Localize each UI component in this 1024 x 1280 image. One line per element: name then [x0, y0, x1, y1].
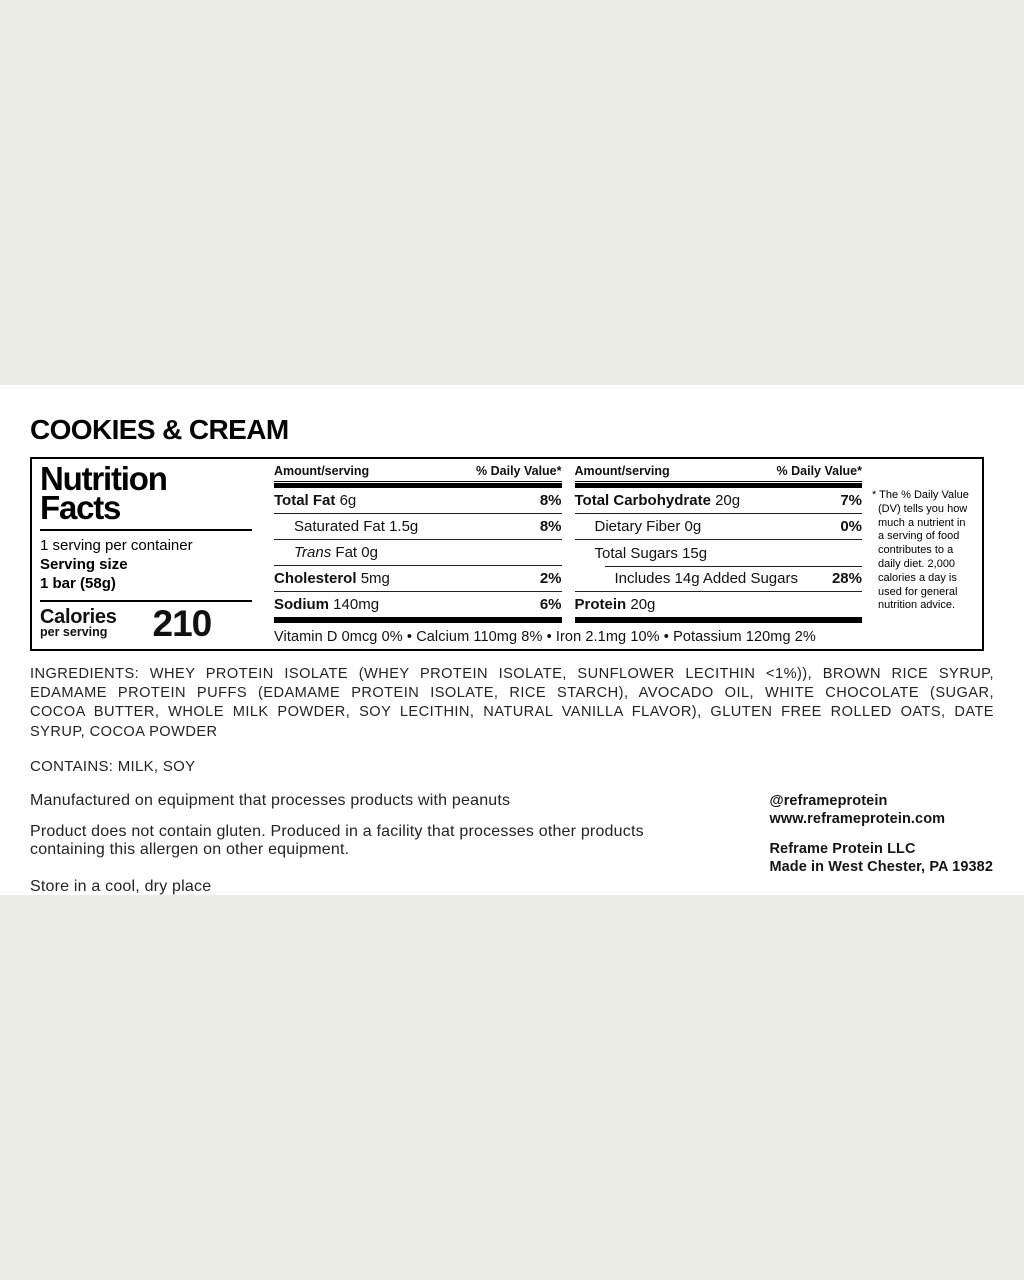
- nutrient-amount: 140mg: [333, 596, 380, 613]
- ingredients-line: COCOA BUTTER, WHOLE MILK POWDER, SOY LECITHIN, NATURAL VANILLA FLAVOR), GLUTEN FREE ROLLED OATS, DATE: [30, 704, 994, 721]
- nutrient-row-added-sugars: [575, 566, 863, 591]
- nutrient-row-dietary-fiber: [575, 513, 863, 539]
- label-panel-section: [0, 385, 1024, 895]
- nutrient-row-saturated-fat: [274, 513, 562, 539]
- column-header-dv: % Daily Value*: [776, 464, 862, 478]
- calories-label: Calories: [40, 606, 117, 628]
- nutrient-name: Total Carbohydrate: [574, 492, 711, 510]
- nutrient-row-total-fat: [274, 488, 562, 513]
- nutrient-dv: 8%: [539, 518, 562, 535]
- nutrient-dv: 0%: [840, 518, 862, 536]
- top-background-band: [0, 0, 1024, 385]
- nutrient-name: Protein: [574, 595, 627, 613]
- storage-instruction: Store in a cool, dry place: [30, 877, 212, 895]
- nutrient-amount: 5mg: [360, 570, 390, 587]
- calories-value: 210: [152, 603, 212, 644]
- nutrient-amount: 20g: [715, 492, 741, 510]
- calories-labels: [40, 608, 117, 639]
- nutrient-amount: Fat 0g: [335, 544, 378, 561]
- daily-value-footnote: [862, 464, 974, 645]
- nutrient-row-total-sugars: [575, 539, 863, 565]
- column-header: [274, 464, 562, 482]
- nutrient-dv: 28%: [831, 569, 862, 587]
- nutrient-name: Saturated Fat: [294, 518, 385, 535]
- nutrient-amount: 20g: [630, 595, 656, 613]
- bottom-background-band: [0, 895, 1024, 1280]
- contains-statement: CONTAINS: MILK, SOY: [30, 757, 196, 775]
- ingredients-line: EDAMAME PROTEIN PUFFS (EDAMAME PROTEIN ISOLATE, RICE STARCH), AVOCADO OIL, WHITE CHOCOLATE (SUGAR,: [30, 685, 994, 702]
- nutrient-column-right: [575, 464, 863, 623]
- calories-row: [40, 603, 252, 644]
- nutrient-name: Includes 14g Added Sugars: [614, 569, 798, 587]
- nutrition-facts-heading-line2: Facts: [40, 489, 121, 526]
- servings-per-container: 1 serving per container: [40, 537, 193, 554]
- brand-company-name: Reframe Protein LLC: [769, 841, 916, 857]
- ingredients-line: INGREDIENTS: WHEY PROTEIN ISOLATE (WHEY PROTEIN ISOLATE, SUNFLOWER LECITHIN <1%)), BROWN RICE SYRUP,: [30, 666, 994, 682]
- nutrient-row-protein: [575, 591, 863, 617]
- nutrient-dv: 6%: [539, 596, 562, 613]
- nutrition-facts-center: [274, 464, 862, 645]
- nutrient-name: Dietary Fiber: [594, 518, 681, 536]
- nutrition-facts-heading-line1: Nutrition: [40, 460, 167, 497]
- column-header: [575, 464, 863, 482]
- column-header-dv: % Daily Value*: [476, 464, 562, 478]
- brand-info-block: [769, 792, 993, 876]
- column-header-amount: Amount/serving: [574, 464, 670, 478]
- allergen-equipment-statement: Manufactured on equipment that processes products with peanuts: [30, 791, 511, 809]
- nutrient-amount: 15g: [682, 544, 708, 562]
- nutrient-name: Cholesterol: [274, 570, 357, 587]
- nutrient-name: Trans: [294, 544, 332, 561]
- nutrient-row-cholesterol: [274, 565, 562, 591]
- micronutrients-line: Vitamin D 0mcg 0% • Calcium 110mg 8% • Iron 2.1mg 10% • Potassium 120mg 2%: [274, 629, 816, 645]
- nutrition-facts-panel: [30, 457, 984, 651]
- nutrient-dv: 8%: [539, 492, 562, 509]
- nutrient-amount: 1.5g: [389, 518, 419, 535]
- nutrient-dv: 2%: [539, 570, 562, 587]
- nutrient-dv: 7%: [840, 492, 862, 510]
- ingredients-line: SYRUP, COCOA POWDER: [30, 723, 218, 740]
- nutrient-row-total-carbohydrate: [575, 488, 863, 513]
- nutrition-facts-left-column: [40, 460, 274, 645]
- serving-size-label: Serving size: [40, 556, 128, 573]
- nutrient-amount: 6g: [339, 492, 357, 509]
- brand-social-handle: @reframeprotein: [769, 793, 888, 809]
- brand-website: www.reframeprotein.com: [769, 811, 946, 827]
- nutrition-facts-heading: [40, 460, 252, 526]
- spacer: [769, 828, 993, 840]
- divider-rule: [40, 600, 252, 602]
- nutrient-name: Total Sugars: [594, 544, 678, 562]
- divider-rule: [40, 529, 252, 531]
- brand-origin: Made in West Chester, PA 19382: [769, 859, 993, 875]
- calories-sublabel: per serving: [40, 625, 108, 639]
- nutrient-row-sodium: [274, 591, 562, 617]
- flavor-title: COOKIES & CREAM: [30, 414, 289, 445]
- nutrient-name: Total Fat: [274, 492, 336, 509]
- daily-value-footnote-text: * The % Daily Value (DV) tells you how much a nutrient in a serving of food contributes to a daily diet. 2,000 calories a day is used for general nutrition advice.: [872, 489, 969, 612]
- ingredients-block: [30, 665, 994, 742]
- nutrient-row-trans-fat: [274, 539, 562, 565]
- column-header-amount: Amount/serving: [274, 464, 370, 478]
- nutrient-name: Sodium: [274, 596, 329, 613]
- gluten-statement: Product does not contain gluten. Produced in a facility that processes other products containing this allergen on other equipment.: [30, 822, 644, 858]
- nutrient-amount: 0g: [684, 518, 702, 536]
- nutrient-column-left: [274, 464, 562, 623]
- nutrient-columns: [274, 464, 862, 623]
- serving-size-value: 1 bar (58g): [40, 575, 116, 592]
